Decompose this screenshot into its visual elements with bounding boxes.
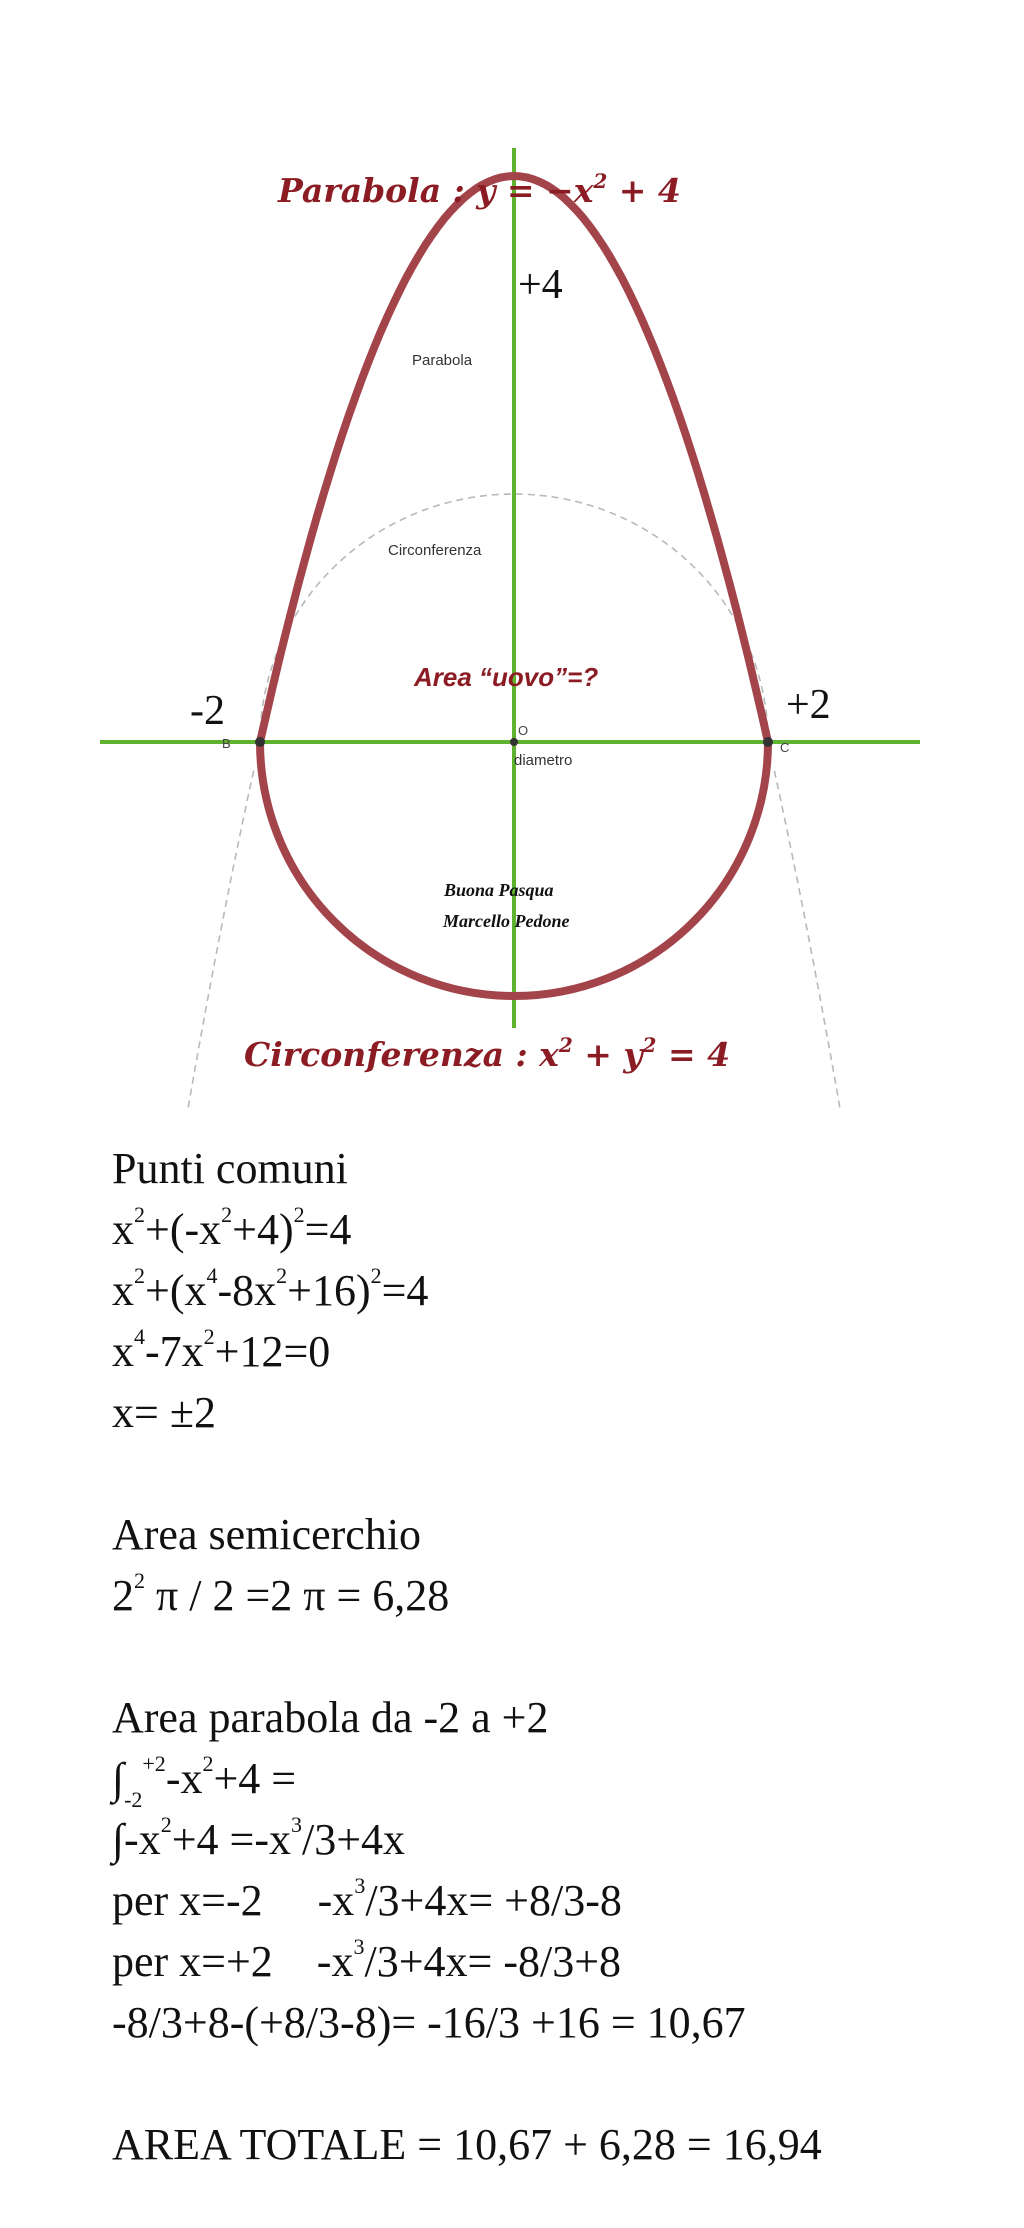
egg-figure: [0, 0, 1024, 1110]
equation-integral: $\int_{-2}^{+2}-x^2+4$ =: [112, 1751, 297, 1812]
label-left: -2: [190, 688, 225, 734]
heading-punti-comuni: Punti comuni: [112, 1144, 348, 1193]
total-area: AREA TOTALE = 10,67 + 6,28 = 16,94: [112, 2120, 822, 2169]
equation-antiderivative: $\int-x^2+4 =-x^3/3+4x$: [112, 1812, 406, 1864]
equation-3: $x^4-7x^2+12=0$: [112, 1324, 331, 1376]
circle-title: Circonferenza : $x^2 + y^2 = 4$: [244, 1033, 731, 1074]
greeting-line-2: Marcello Pedone: [443, 911, 570, 931]
dashed-parabola-left: [156, 771, 254, 1110]
label-point-b: B: [222, 736, 231, 751]
label-diametro: diametro: [514, 752, 573, 769]
equation-4: x= ±2: [112, 1388, 216, 1437]
area-question: Area “uovo”=?: [414, 662, 599, 692]
label-right: +2: [786, 682, 831, 728]
dashed-parabola-right: [774, 771, 872, 1110]
equation-2: $x^2+(x^4-8x^2+16)^2=4$: [112, 1263, 429, 1315]
equation-1: $x^2+(-x^2+4)^2=4$: [112, 1202, 352, 1254]
label-point-o: O: [518, 723, 529, 738]
greeting-line-1: Buona Pasqua: [444, 880, 554, 900]
equation-semicircle: $2^2$ π / 2 =2 π = 6,28: [112, 1568, 450, 1620]
point-b-marker: [255, 737, 265, 747]
label-circonferenza: Circonferenza: [388, 542, 482, 559]
label-top: +4: [518, 262, 563, 308]
heading-area-semicerchio: Area semicerchio: [112, 1510, 422, 1559]
equation-eval-minus2: per x=-2 $-x^3/3+4x= +8/3-8$: [112, 1873, 622, 1925]
heading-area-parabola: Area parabola da -2 a +2: [112, 1693, 549, 1742]
derivation: [112, 1138, 992, 2175]
parabola-title: Parabola : $y = -x^2 + 4$: [278, 169, 681, 210]
point-c-marker: [763, 737, 773, 747]
point-o-marker: [510, 738, 518, 746]
label-parabola: Parabola: [412, 352, 473, 369]
equation-parabola-area: -8/3+8-(+8/3-8)= -16/3 +16 = 10,67: [112, 1998, 746, 2047]
label-point-c: C: [780, 740, 790, 755]
equation-eval-plus2: per x=+2 $-x^3/3+4x= -8/3+8$: [112, 1934, 622, 1986]
